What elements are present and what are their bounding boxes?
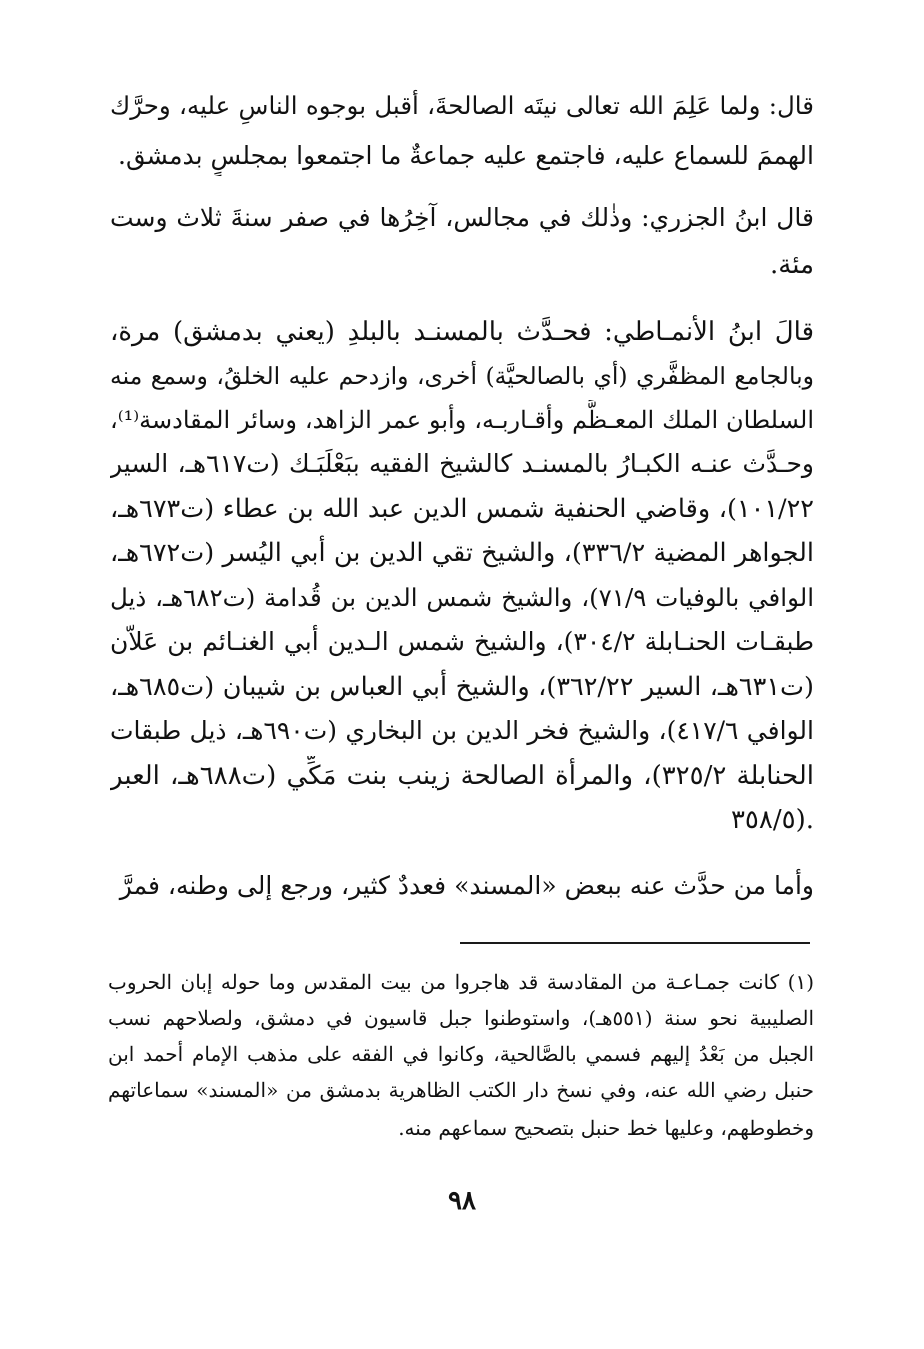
footnote-line-1: (١) كانت جمـاعـة من المقادسة قد هاجروا من بيت المقدس وما حوله إبان الحروب bbox=[108, 970, 814, 994]
paragraph-3-line-10: الوافي ٤١٧/٦)، والشيخ فخر الدين بن البخاري (ت٦٩٠هـ، ذيل طبقات bbox=[110, 716, 814, 745]
paragraph-3-line-4: وحـدَّث عنـه الكبـارُ بالمسنـد كالشيخ الفقيه ببَعْلَبَـك (ت٦١٧هـ، السير bbox=[110, 449, 814, 478]
paragraph-3-line-3: السلطان الملك المعـظَّم وأقـاربـه، وأبو عمر الزاهد، وسائر المقادسة⁽¹⁾، bbox=[110, 406, 814, 434]
paragraph-3-line-11: الحنابلة ٣٢٥/٢)، والمرأة الصالحة زينب بنت مَكِّي (ت٦٨٨هـ، العبر bbox=[110, 761, 814, 791]
paragraph-3-line-9: (ت٦٣١هـ، السير ٣٦٢/٢٢)، والشيخ أبي العباس بن شيبان (ت٦٨٥هـ، bbox=[110, 672, 814, 702]
paragraph-2-line-2: مئة. bbox=[770, 250, 814, 280]
paragraph-1-line-2: الهممَ للسماع عليه، فاجتمع عليه جماعةٌ ما اجتمعوا بمجلسٍ بدمشق. bbox=[118, 141, 814, 170]
paragraph-3-line-6: الجواهر المضية ٣٣٦/٢)، والشيخ تقي الدين بن أبي اليُسر (ت٦٧٢هـ، bbox=[110, 538, 814, 568]
footnote-line-3: الجبل من بَعْدُ إليهم فسمي بالصَّالحية، وكانوا في الفقه على مذهب الإمام أحمد ابن bbox=[108, 1042, 814, 1066]
paragraph-1-line-1: قال: ولما عَلِمَ الله تعالى نيتَه الصالحةَ، أقبل بوجوه الناسِ عليه، وحرَّك bbox=[110, 91, 814, 120]
paragraph-3-line-5: ١٠١/٢٢)، وقاضي الحنفية شمس الدين عبد الله بن عطاء (ت٦٧٣هـ، bbox=[110, 494, 814, 524]
paragraph-2-line-1: قال ابنُ الجزري: وذٰلك في مجالس، آخِرُها في صفر سنةَ ثلاث وست bbox=[110, 203, 814, 232]
page-number: ٩٨ bbox=[448, 1186, 476, 1216]
footnote-line-5: وخطوطهم، وعليها خط حنبل بتصحيح سماعهم منه. bbox=[398, 1116, 814, 1140]
paragraph-3-line-2: وبالجامع المظفَّري (أي بالصالحيَّة) أخرى، وازدحم عليه الخلقُ، وسمع منه bbox=[110, 362, 814, 390]
paragraph-3-line-7: الوافي بالوفيات ٧١/٩)، والشيخ شمس الدين بن قُدامة (ت٦٨٢هـ، ذيل bbox=[110, 583, 814, 612]
paragraph-3-line-1: قالَ ابنُ الأنمـاطي: فحـدَّث بالمسنـد بالبلدِ (يعني بدمشق) مرة، bbox=[110, 317, 814, 347]
paragraph-3-line-8: طبقـات الحنـابلة ٣٠٤/٢)، والشيخ شمس الـدين أبي الغنـائم بن عَلاّن bbox=[110, 627, 814, 656]
paragraph-4-line-1: وأما من حدَّث عنه ببعض «المسند» فعددٌ كثير، ورجع إلى وطنه، فمرَّ bbox=[119, 871, 814, 900]
footnote-line-2: الصليبية نحو سنة (٥٥١هـ)، واستوطنوا جبل قاسيون في دمشق، ولصلاحهم نسب bbox=[108, 1006, 814, 1030]
footnote-line-4: حنبل رضي الله عنه، وفي نسخ دار الكتب الظاهرية بدمشق من «المسند» سماعاتهم bbox=[108, 1078, 814, 1102]
footnote-separator bbox=[460, 942, 810, 944]
paragraph-3-line-12: ٣٥٨/٥). bbox=[730, 805, 814, 835]
